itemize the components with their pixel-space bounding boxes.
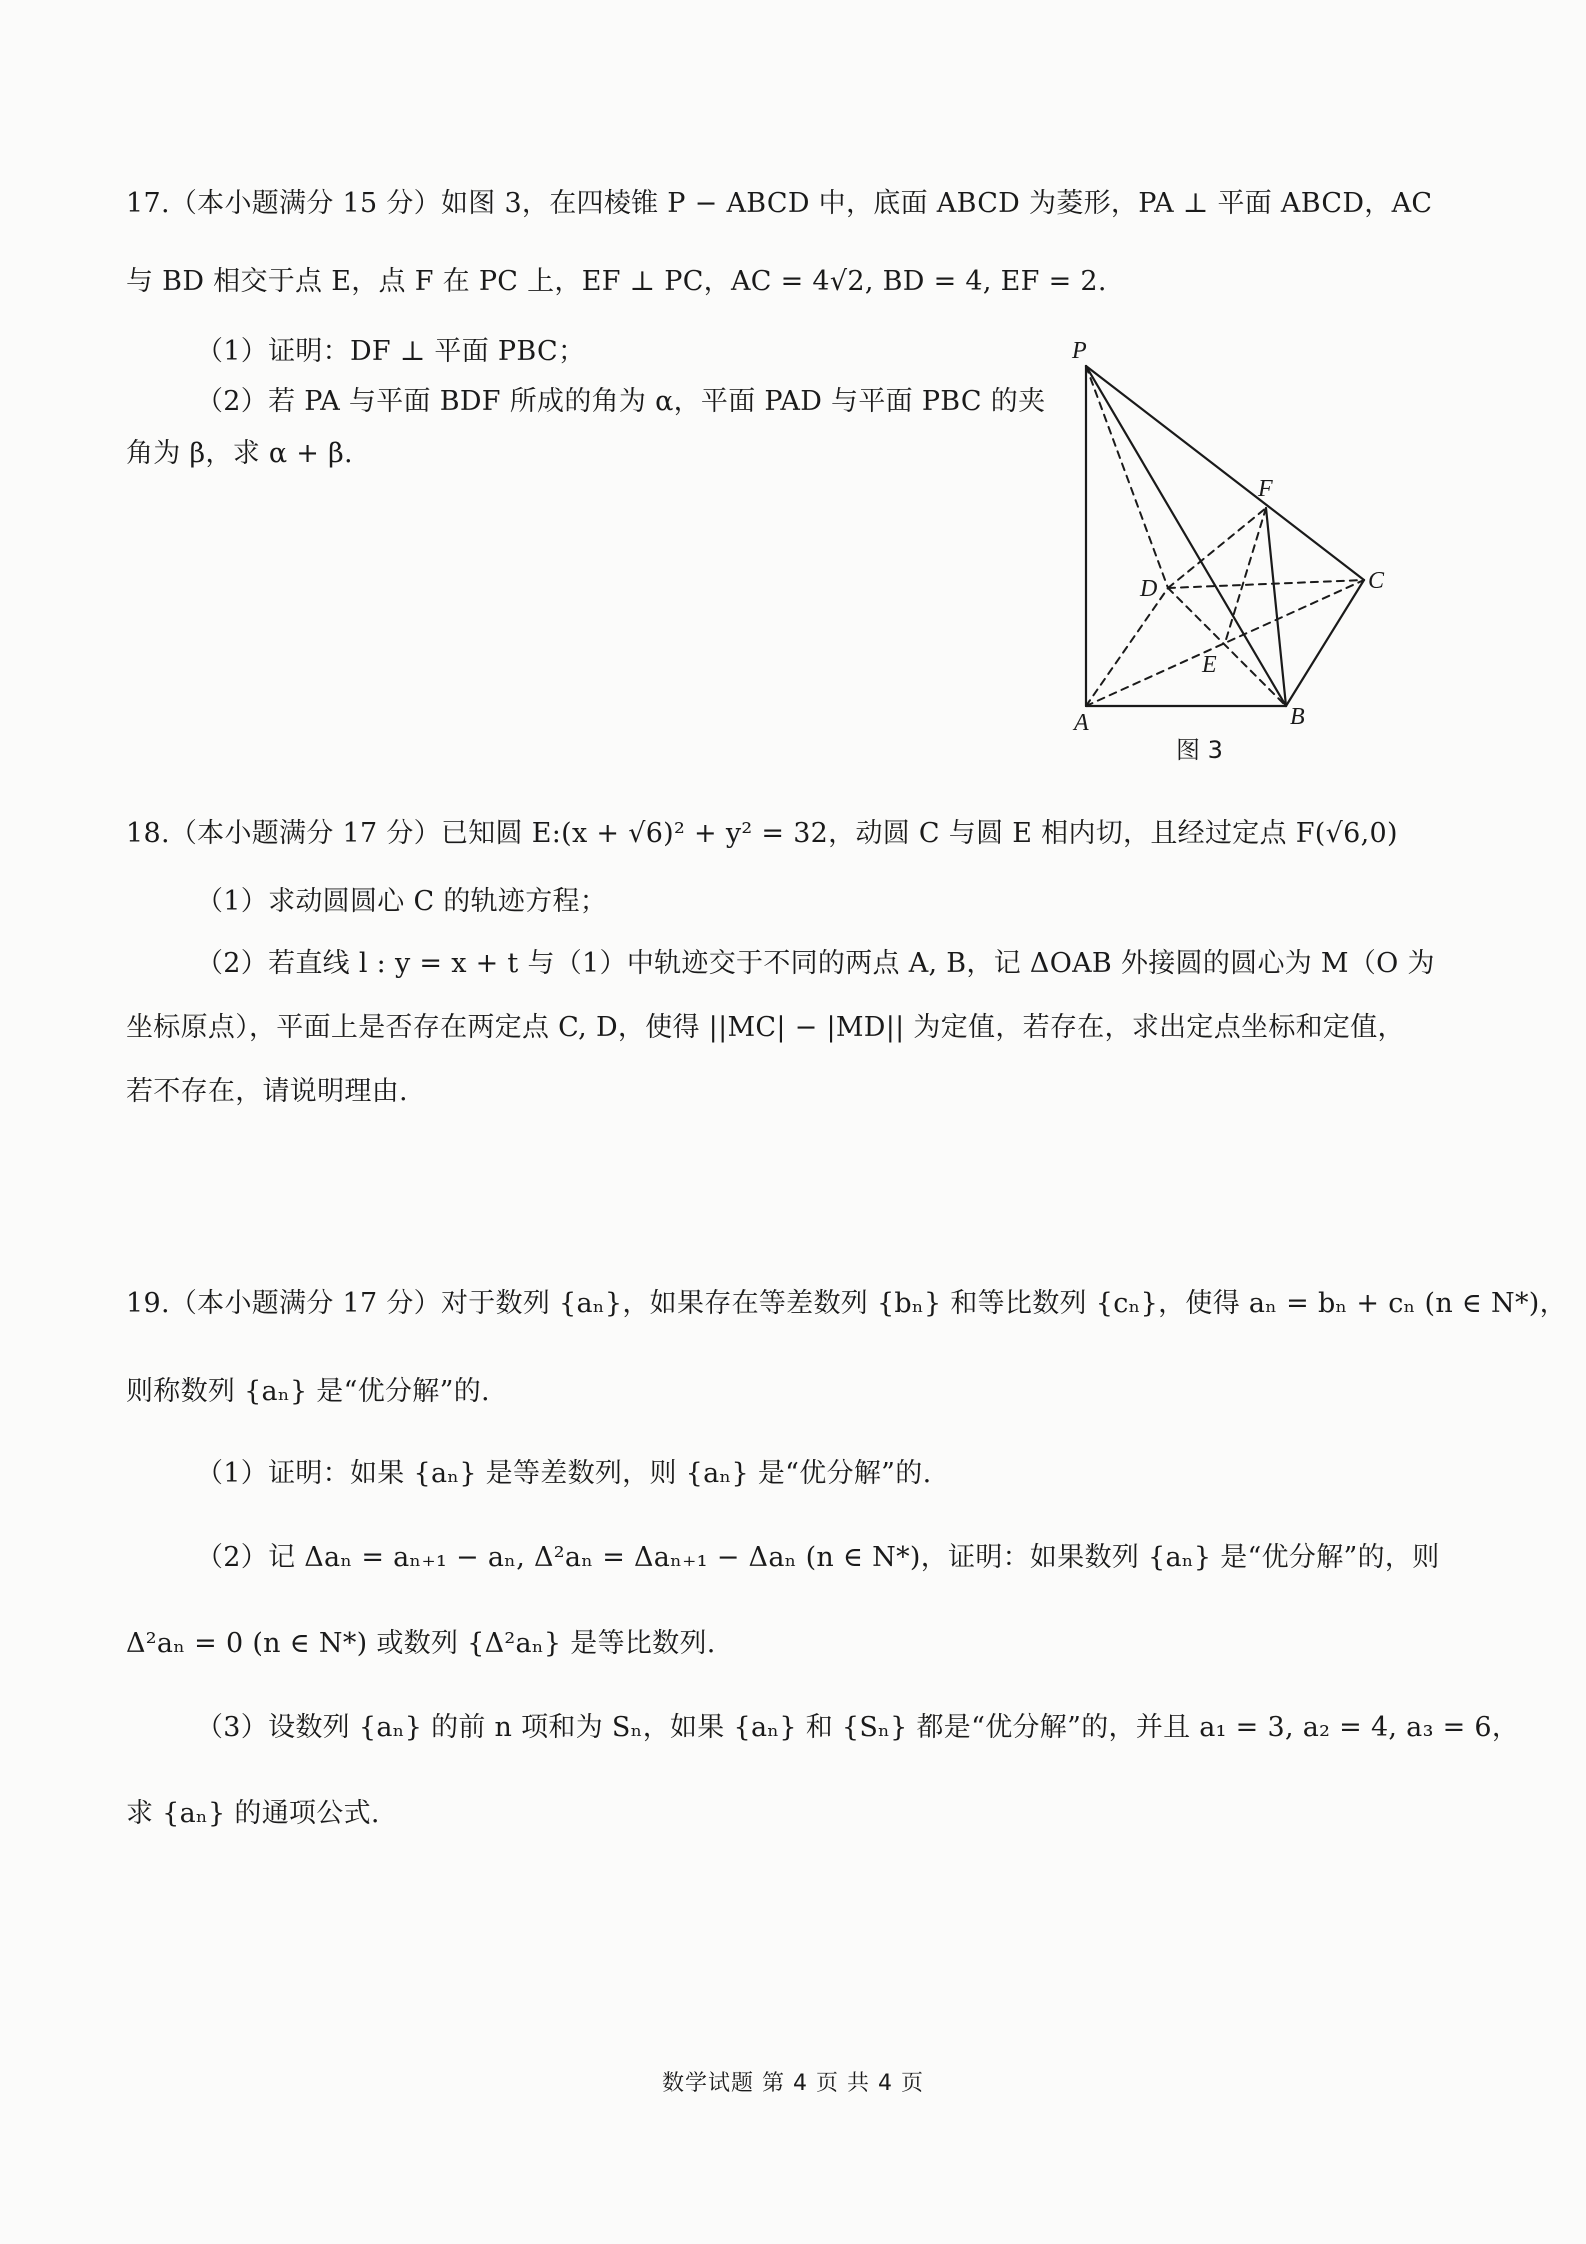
edge-DC [1168,580,1364,588]
q17-stem-line-2: 与 BD 相交于点 E，点 F 在 PC 上，EF ⊥ PC，AC = 4√2, BD = 4, EF = 2. [126,266,1107,297]
q18-part-2-line-2: 坐标原点），平面上是否存在两定点 C, D，使得 ||MC| − |MD|| 为定值，若存在，求出定点坐标和定值， [126,1012,1405,1043]
label-E: E [1202,652,1217,678]
edge-BC [1286,580,1364,706]
figure-caption: 图 3 [1176,736,1223,764]
edge-PD [1086,366,1168,588]
pyramid-figure [1068,334,1398,774]
q17-part-2-line-1: （2）若 PA 与平面 BDF 所成的角为 α，平面 PAD 与平面 PBC 的夹 [196,386,1046,417]
q18-part-2-line-3: 若不存在，请说明理由. [126,1076,408,1107]
q18-stem: 18.（本小题满分 17 分）已知圆 E:(x + √6)² + y² = 32，动圆 C 与圆 E 相内切，且经过定点 F(√6,0) [126,818,1398,849]
segment-FE [1225,508,1266,643]
q17-part-2-line-2: 角为 β，求 α + β. [126,438,353,469]
q19-stem-line-2: 则称数列 {aₙ} 是“优分解”的. [126,1376,490,1407]
q19-part-2-line-1: （2）记 Δaₙ = aₙ₊₁ − aₙ, Δ²aₙ = Δaₙ₊₁ − Δaₙ (n ∈ N*)，证明：如果数列 {aₙ} 是“优分解”的，则 [196,1542,1440,1573]
q17-stem-line-1: 17.（本小题满分 15 分）如图 3，在四棱锥 P − ABCD 中，底面 ABCD 为菱形，PA ⊥ 平面 ABCD，AC [126,188,1433,219]
label-D: D [1140,576,1158,602]
label-A: A [1074,710,1089,736]
edge-PC [1086,366,1364,580]
label-B: B [1290,704,1305,730]
q19-part-3-line-1: （3）设数列 {aₙ} 的前 n 项和为 Sₙ，如果 {aₙ} 和 {Sₙ} 都是“优分解”的，并且 a₁ = 3, a₂ = 4, a₃ = 6， [196,1712,1520,1743]
q19-stem-line-1: 19.（本小题满分 17 分）对于数列 {aₙ}，如果存在等差数列 {bₙ} 和等比数列 {cₙ}，使得 aₙ = bₙ + cₙ (n ∈ N*)， [126,1288,1567,1319]
page-footer: 数学试题 第 4 页 共 4 页 [662,2071,924,2096]
q19-part-2-line-2: Δ²aₙ = 0 (n ∈ N*) 或数列 {Δ²aₙ} 是等比数列. [126,1628,716,1659]
label-C: C [1368,568,1385,594]
q18-part-1: （1）求动圆圆心 C 的轨迹方程； [196,886,608,917]
label-P: P [1072,338,1087,364]
q17-part-1: （1）证明：DF ⊥ 平面 PBC； [196,336,586,367]
pyramid-diagram [1068,334,1398,774]
q19-part-3-line-2: 求 {aₙ} 的通项公式. [126,1798,380,1829]
segment-DF [1168,508,1266,588]
q19-part-1: （1）证明：如果 {aₙ} 是等差数列，则 {aₙ} 是“优分解”的. [196,1458,932,1489]
diagonal-AC [1086,580,1364,706]
q18-part-2-line-1: （2）若直线 l : y = x + t 与（1）中轨迹交于不同的两点 A, B，记 ΔOAB 外接圆的圆心为 M（O 为 [196,948,1435,979]
label-F: F [1258,476,1273,502]
edge-PB [1086,366,1286,706]
